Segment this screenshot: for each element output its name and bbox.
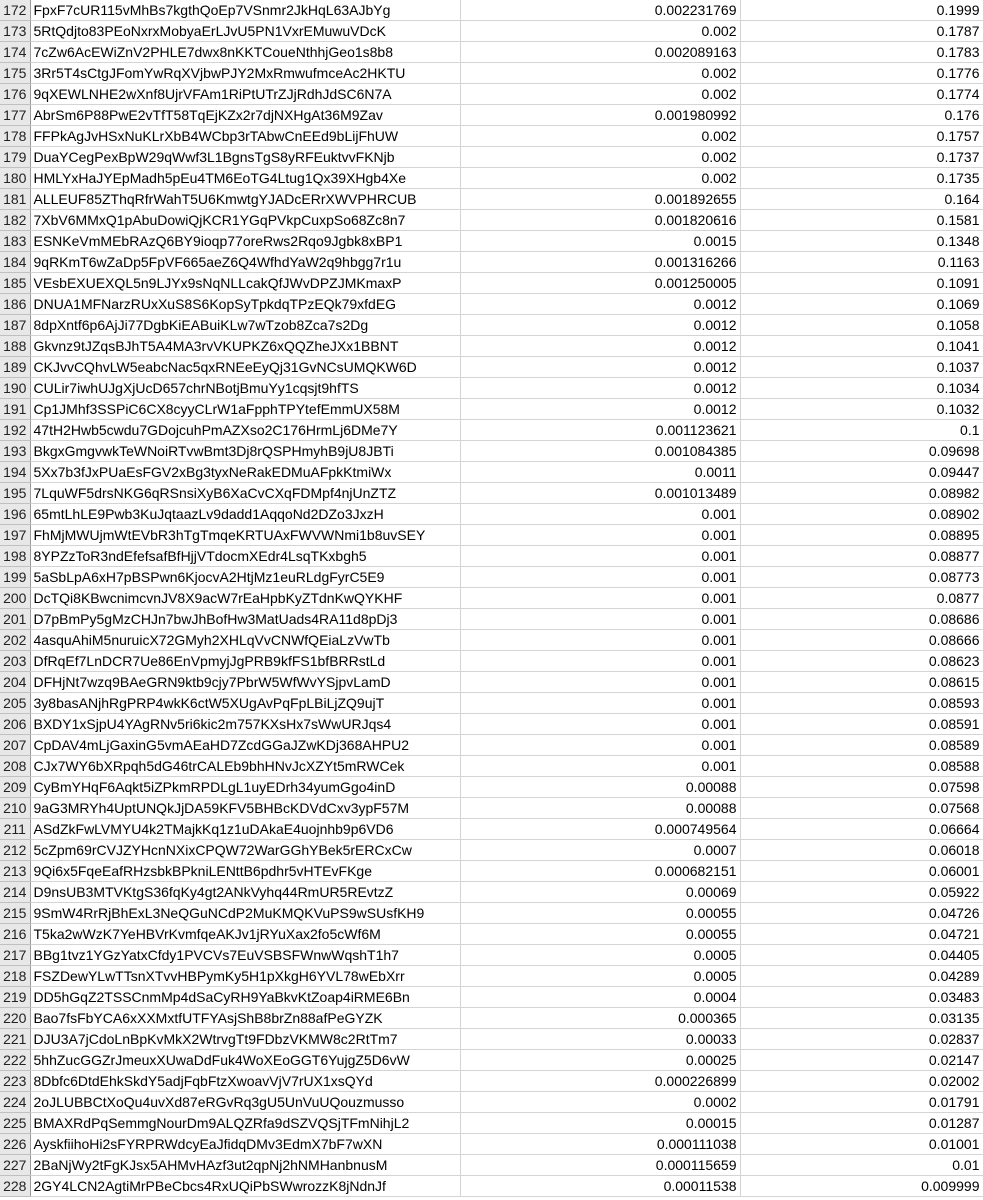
table-row[interactable] [0,0,983,21]
row-number-header[interactable]: 184 [0,252,30,273]
cell-share[interactable]: 0.1037 [740,357,983,378]
table-row[interactable] [0,147,983,168]
cell-amount[interactable]: 0.00055 [460,924,740,945]
row-number-header[interactable]: 181 [0,189,30,210]
cell-address[interactable]: DJU3A7jCdoLnBpKvMkX2WtrvgTt9FDbzVKMW8c2RtTm7 [30,1029,460,1050]
cell-amount[interactable]: 0.00088 [460,777,740,798]
cell-address[interactable]: AyskfiihoHi2sFYRPRWdcyEaJfidqDMv3EdmX7bF7wXN [30,1134,460,1155]
cell-address[interactable]: BXDY1xSjpU4YAgRNv5ri6kic2m757KXsHx7sWwURJqs4 [30,714,460,735]
table-row[interactable] [0,168,983,189]
cell-address[interactable]: 5hhZucGGZrJmeuxXUwaDdFuk4WoXEoGGT6YujgZ5D6vW [30,1050,460,1071]
cell-share[interactable]: 0.1163 [740,252,983,273]
cell-address[interactable]: BkgxGmgvwkTeWNoiRTvwBmt3Dj8rQSPHmyhB9jU8JBTi [30,441,460,462]
cell-share[interactable]: 0.03483 [740,987,983,1008]
row-number-header[interactable]: 203 [0,651,30,672]
cell-address[interactable]: 8dpXntf6p6AjJi77DgbKiEABuiKLw7wTzob8Zca7s2Dg [30,315,460,336]
row-number-header[interactable]: 207 [0,735,30,756]
table-row[interactable] [0,840,983,861]
cell-address[interactable]: D9nsUB3MTVKtgS36fqKy4gt2ANkVyhq44RmUR5REvtzZ [30,882,460,903]
table-row[interactable] [0,126,983,147]
cell-address[interactable]: CULir7iwhUJgXjUcD657chrNBotjBmuYy1cqsjt9hfTS [30,378,460,399]
cell-address[interactable]: 5cZpm69rCVJZYHcnNXixCPQW72WarGGhYBek5rERCxCw [30,840,460,861]
row-number-header[interactable]: 218 [0,966,30,987]
table-row[interactable] [0,483,983,504]
row-number-header[interactable]: 187 [0,315,30,336]
table-row[interactable] [0,630,983,651]
cell-amount[interactable]: 0.000115659 [460,1155,740,1176]
row-number-header[interactable]: 179 [0,147,30,168]
cell-amount[interactable]: 0.0005 [460,966,740,987]
row-number-header[interactable]: 201 [0,609,30,630]
cell-address[interactable]: CpDAV4mLjGaxinG5vmAEaHD7ZcdGGaJZwKDj368AHPU2 [30,735,460,756]
table-row[interactable] [0,672,983,693]
cell-share[interactable]: 0.1581 [740,210,983,231]
cell-address[interactable]: ASdZkFwLVMYU4k2TMajkKq1z1uDAkaE4uojnhb9p6VD6 [30,819,460,840]
cell-share[interactable]: 0.1041 [740,336,983,357]
row-number-header[interactable]: 176 [0,84,30,105]
cell-address[interactable]: 5Xx7b3fJxPUaEsFGV2xBg3tyxNeRakEDMuAFpkKtmiWx [30,462,460,483]
cell-amount[interactable]: 0.00015 [460,1113,740,1134]
cell-amount[interactable]: 0.00033 [460,1029,740,1050]
cell-address[interactable]: 7LquWF5drsNKG6qRSnsiXyB6XaCvCXqFDMpf4njUnZTZ [30,483,460,504]
row-number-header[interactable]: 185 [0,273,30,294]
table-row[interactable] [0,336,983,357]
row-number-header[interactable]: 186 [0,294,30,315]
table-row[interactable] [0,714,983,735]
cell-address[interactable]: 2BaNjWy2tFgKJsx5AHMvHAzf3ut2qpNj2hNMHanbnusM [30,1155,460,1176]
cell-amount[interactable]: 0.001 [460,546,740,567]
table-row[interactable] [0,420,983,441]
cell-share[interactable]: 0.1069 [740,294,983,315]
cell-address[interactable]: Bao7fsFbYCA6xXXMxtfUTFYAsjShB8brZn88afPeGYZK [30,1008,460,1029]
cell-address[interactable]: CyBmYHqF6Aqkt5iZPkmRPDLgL1uyEDrh34yumGgo4inD [30,777,460,798]
cell-share[interactable]: 0.1034 [740,378,983,399]
cell-amount[interactable]: 0.001 [460,588,740,609]
cell-address[interactable]: HMLYxHaJYEpMadh5pEu4TM6EoTG4Ltug1Qx39XHgb4Xe [30,168,460,189]
cell-amount[interactable]: 0.001 [460,714,740,735]
table-row[interactable] [0,1008,983,1029]
table-row[interactable] [0,462,983,483]
cell-amount[interactable]: 0.000226899 [460,1071,740,1092]
cell-amount[interactable]: 0.001 [460,735,740,756]
row-number-header[interactable]: 192 [0,420,30,441]
cell-address[interactable]: 65mtLhLE9Pwb3KuJqtaazLv9dadd1AqqoNd2DZo3JxzH [30,504,460,525]
cell-share[interactable]: 0.03135 [740,1008,983,1029]
table-row[interactable] [0,1092,983,1113]
cell-address[interactable]: 9SmW4RrRjBhExL3NeQGuNCdP2MuKMQKVuPS9wSUsfKH9 [30,903,460,924]
table-row[interactable] [0,882,983,903]
cell-amount[interactable]: 0.001 [460,672,740,693]
cell-share[interactable]: 0.08902 [740,504,983,525]
table-row[interactable] [0,357,983,378]
table-row[interactable] [0,945,983,966]
cell-address[interactable]: 2GY4LCN2AgtiMrPBeCbcs4RxUQiPbSWwrozzK8jNdnJf [30,1176,460,1197]
row-number-header[interactable]: 209 [0,777,30,798]
cell-amount[interactable]: 0.0012 [460,294,740,315]
cell-share[interactable]: 0.009999 [740,1176,983,1197]
cell-share[interactable]: 0.02002 [740,1071,983,1092]
cell-amount[interactable]: 0.00055 [460,903,740,924]
cell-share[interactable]: 0.06001 [740,861,983,882]
table-row[interactable] [0,315,983,336]
table-row[interactable] [0,903,983,924]
table-row[interactable] [0,861,983,882]
cell-address[interactable]: DcTQi8KBwcnimcvnJV8X9acW7rEaHpbKyZTdnKwQYKHF [30,588,460,609]
cell-address[interactable]: 47tH2Hwb5cwdu7GDojcuhPmAZXso2C176HrmLj6DMe7Y [30,420,460,441]
row-number-header[interactable]: 183 [0,231,30,252]
row-number-header[interactable]: 210 [0,798,30,819]
cell-amount[interactable]: 0.0015 [460,231,740,252]
cell-share[interactable]: 0.176 [740,105,983,126]
row-number-header[interactable]: 175 [0,63,30,84]
row-number-header[interactable]: 193 [0,441,30,462]
cell-address[interactable]: AbrSm6P88PwE2vTfT58TqEjKZx2r7djNXHgAt36M9Zav [30,105,460,126]
row-number-header[interactable]: 196 [0,504,30,525]
table-row[interactable] [0,1113,983,1134]
cell-address[interactable]: ESNKeVmMEbRAzQ6BY9ioqp77oreRws2Rqo9Jgbk8xBP1 [30,231,460,252]
cell-share[interactable]: 0.1 [740,420,983,441]
row-number-header[interactable]: 206 [0,714,30,735]
cell-amount[interactable]: 0.002 [460,63,740,84]
row-number-header[interactable]: 200 [0,588,30,609]
row-number-header[interactable]: 211 [0,819,30,840]
table-row[interactable] [0,399,983,420]
row-number-header[interactable]: 225 [0,1113,30,1134]
table-row[interactable] [0,42,983,63]
table-row[interactable] [0,588,983,609]
cell-amount[interactable]: 0.00088 [460,798,740,819]
row-number-header[interactable]: 182 [0,210,30,231]
table-row[interactable] [0,378,983,399]
cell-address[interactable]: 9aG3MRYh4UptUNQkJjDA59KFV5BHBcKDVdCxv3ypF57M [30,798,460,819]
row-number-header[interactable]: 198 [0,546,30,567]
row-number-header[interactable]: 195 [0,483,30,504]
cell-amount[interactable]: 0.00069 [460,882,740,903]
table-row[interactable] [0,273,983,294]
cell-address[interactable]: FpxF7cUR115vMhBs7kgthQoEp7VSnmr2JkHqL63AJbYg [30,0,460,21]
row-number-header[interactable]: 190 [0,378,30,399]
cell-address[interactable]: BMAXRdPqSemmgNourDm9ALQZRfa9dSZVQSjTFmNihjL2 [30,1113,460,1134]
row-number-header[interactable]: 226 [0,1134,30,1155]
cell-share[interactable]: 0.08773 [740,567,983,588]
cell-address[interactable]: 9Qi6x5FqeEafRHzsbkBPkniLENttB6pdhr5vHTEvFKge [30,861,460,882]
table-row[interactable] [0,504,983,525]
table-row[interactable] [0,63,983,84]
row-number-header[interactable]: 219 [0,987,30,1008]
row-number-header[interactable]: 189 [0,357,30,378]
row-number-header[interactable]: 213 [0,861,30,882]
cell-amount[interactable]: 0.002 [460,147,740,168]
cell-share[interactable]: 0.07568 [740,798,983,819]
table-row[interactable] [0,105,983,126]
cell-share[interactable]: 0.1735 [740,168,983,189]
cell-share[interactable]: 0.1774 [740,84,983,105]
row-number-header[interactable]: 199 [0,567,30,588]
cell-address[interactable]: 5aSbLpA6xH7pBSPwn6KjocvA2HtjMz1euRLdgFyrC5E9 [30,567,460,588]
cell-share[interactable]: 0.01287 [740,1113,983,1134]
cell-amount[interactable]: 0.001 [460,504,740,525]
table-row[interactable] [0,210,983,231]
row-number-header[interactable]: 228 [0,1176,30,1197]
cell-share[interactable]: 0.08588 [740,756,983,777]
cell-address[interactable]: Cp1JMhf3SSPiC6CX8cyyCLrW1aFpphTPYtefEmmUX58M [30,399,460,420]
cell-amount[interactable]: 0.001980992 [460,105,740,126]
cell-amount[interactable]: 0.0011 [460,462,740,483]
cell-amount[interactable]: 0.001 [460,609,740,630]
cell-amount[interactable]: 0.002 [460,84,740,105]
cell-share[interactable]: 0.164 [740,189,983,210]
cell-address[interactable]: FSZDewYLwTTsnXTvvHBPymKy5H1pXkgH6YVL78wEbXrr [30,966,460,987]
cell-share[interactable]: 0.08623 [740,651,983,672]
cell-amount[interactable]: 0.002 [460,21,740,42]
table-row[interactable] [0,777,983,798]
cell-share[interactable]: 0.08591 [740,714,983,735]
cell-amount[interactable]: 0.0012 [460,357,740,378]
cell-address[interactable]: Gkvnz9tJZqsBJhT5A4MA3rvVKUPKZ6xQQZheJXx1BBNT [30,336,460,357]
row-number-header[interactable]: 204 [0,672,30,693]
table-row[interactable] [0,189,983,210]
cell-amount[interactable]: 0.002089163 [460,42,740,63]
cell-address[interactable]: 7XbV6MMxQ1pAbuDowiQjKCR1YGqPVkpCuxpSo68Zc8n7 [30,210,460,231]
cell-share[interactable]: 0.09447 [740,462,983,483]
cell-amount[interactable]: 0.002231769 [460,0,740,21]
row-number-header[interactable]: 223 [0,1071,30,1092]
row-number-header[interactable]: 194 [0,462,30,483]
cell-share[interactable]: 0.08589 [740,735,983,756]
cell-share[interactable]: 0.08686 [740,609,983,630]
cell-share[interactable]: 0.08615 [740,672,983,693]
row-number-header[interactable]: 180 [0,168,30,189]
cell-address[interactable]: 7cZw6AcEWiZnV2PHLE7dwx8nKKTCoueNthhjGeo1s8b8 [30,42,460,63]
table-row[interactable] [0,798,983,819]
row-number-header[interactable]: 224 [0,1092,30,1113]
cell-address[interactable]: 3Rr5T4sCtgJFomYwRqXVjbwPJY2MxRmwufmceAc2HKTU [30,63,460,84]
table-row[interactable] [0,231,983,252]
cell-amount[interactable]: 0.0012 [460,399,740,420]
cell-share[interactable]: 0.04405 [740,945,983,966]
row-number-header[interactable]: 220 [0,1008,30,1029]
cell-address[interactable]: VEsbEXUEXQL5n9LJYx9sNqNLLcakQfJWvDPZJMKmaxP [30,273,460,294]
cell-share[interactable]: 0.04721 [740,924,983,945]
cell-amount[interactable]: 0.000365 [460,1008,740,1029]
row-number-header[interactable]: 178 [0,126,30,147]
row-number-header[interactable]: 188 [0,336,30,357]
cell-address[interactable]: FhMjMWUjmWtEVbR3hTgTmqeKRTUAxFWVWNmi1b8uvSEY [30,525,460,546]
cell-share[interactable]: 0.08666 [740,630,983,651]
cell-amount[interactable]: 0.001084385 [460,441,740,462]
cell-address[interactable]: 8YPZzToR3ndEfefsafBfHjjVTdocmXEdr4LsqTKxbgh5 [30,546,460,567]
table-row[interactable] [0,252,983,273]
row-number-header[interactable]: 227 [0,1155,30,1176]
cell-amount[interactable]: 0.001123621 [460,420,740,441]
cell-share[interactable]: 0.01791 [740,1092,983,1113]
cell-share[interactable]: 0.02837 [740,1029,983,1050]
table-row[interactable] [0,525,983,546]
cell-address[interactable]: CJx7WY6bXRpqh5dG46trCALEb9bhHNvJcXZYt5mRWCek [30,756,460,777]
cell-amount[interactable]: 0.000682151 [460,861,740,882]
cell-address[interactable]: ALLEUF85ZThqRfrWahT5U6KmwtgYJADcERrXWVPHRCUB [30,189,460,210]
table-row[interactable] [0,567,983,588]
cell-share[interactable]: 0.1999 [740,0,983,21]
cell-share[interactable]: 0.08877 [740,546,983,567]
cell-amount[interactable]: 0.0004 [460,987,740,1008]
row-number-header[interactable]: 191 [0,399,30,420]
cell-share[interactable]: 0.1032 [740,399,983,420]
cell-amount[interactable]: 0.0002 [460,1092,740,1113]
cell-address[interactable]: DD5hGqZ2TSSCnmMp4dSaCyRH9YaBkvKtZoap4iRME6Bn [30,987,460,1008]
table-row[interactable] [0,1071,983,1092]
cell-address[interactable]: CKJvvCQhvLW5eabcNac5qxRNEeEyQj31GvNCsUMQKW6D [30,357,460,378]
cell-share[interactable]: 0.1783 [740,42,983,63]
cell-amount[interactable]: 0.001 [460,693,740,714]
table-row[interactable] [0,294,983,315]
cell-amount[interactable]: 0.001316266 [460,252,740,273]
table-row[interactable] [0,735,983,756]
cell-amount[interactable]: 0.001 [460,567,740,588]
cell-share[interactable]: 0.1787 [740,21,983,42]
cell-address[interactable]: T5ka2wWzK7YeHBVrKvmfqeAKJv1jRYuXax2fo5cWf6M [30,924,460,945]
cell-address[interactable]: BBg1tvz1YGzYatxCfdy1PVCVs7EuVSBSFWnwWqshT1h7 [30,945,460,966]
cell-amount[interactable]: 0.00011538 [460,1176,740,1197]
table-row[interactable] [0,84,983,105]
table-row[interactable] [0,756,983,777]
table-row[interactable] [0,819,983,840]
table-row[interactable] [0,1029,983,1050]
cell-address[interactable]: D7pBmPy5gMzCHJn7bwJhBofHw3MatUads4RA11d8pDj3 [30,609,460,630]
cell-address[interactable]: 4asquAhiM5nuruicX72GMyh2XHLqVvCNWfQEiaLzVwTb [30,630,460,651]
cell-amount[interactable]: 0.001 [460,630,740,651]
cell-amount[interactable]: 0.0005 [460,945,740,966]
cell-amount[interactable]: 0.000111038 [460,1134,740,1155]
table-row[interactable] [0,441,983,462]
cell-amount[interactable]: 0.0007 [460,840,740,861]
cell-amount[interactable]: 0.002 [460,126,740,147]
row-number-header[interactable]: 205 [0,693,30,714]
cell-share[interactable]: 0.07598 [740,777,983,798]
cell-address[interactable]: 8Dbfc6DtdEhkSkdY5adjFqbFtzXwoavVjV7rUX1xsQYd [30,1071,460,1092]
cell-share[interactable]: 0.1058 [740,315,983,336]
table-row[interactable] [0,966,983,987]
cell-share[interactable]: 0.1757 [740,126,983,147]
cell-amount[interactable]: 0.001820616 [460,210,740,231]
row-number-header[interactable]: 217 [0,945,30,966]
cell-amount[interactable]: 0.001 [460,525,740,546]
cell-amount[interactable]: 0.001892655 [460,189,740,210]
cell-share[interactable]: 0.1091 [740,273,983,294]
cell-address[interactable]: DuaYCegPexBpW29qWwf3L1BgnsTgS8yRFEuktvvFKNjb [30,147,460,168]
cell-address[interactable]: 3y8basANjhRgPRP4wkK6ctW5XUgAvPqFpLBiLjZQ9ujT [30,693,460,714]
cell-share[interactable]: 0.08593 [740,693,983,714]
row-number-header[interactable]: 214 [0,882,30,903]
cell-amount[interactable]: 0.000749564 [460,819,740,840]
row-number-header[interactable]: 173 [0,21,30,42]
cell-amount[interactable]: 0.001 [460,651,740,672]
row-number-header[interactable]: 174 [0,42,30,63]
cell-amount[interactable]: 0.002 [460,168,740,189]
row-number-header[interactable]: 202 [0,630,30,651]
cell-share[interactable]: 0.06018 [740,840,983,861]
cell-address[interactable]: DfRqEf7LnDCR7Ue86EnVpmyjJgPRB9kfFS1bfBRRstLd [30,651,460,672]
table-row[interactable] [0,21,983,42]
cell-share[interactable]: 0.04289 [740,966,983,987]
row-number-header[interactable]: 208 [0,756,30,777]
cell-amount[interactable]: 0.001250005 [460,273,740,294]
cell-amount[interactable]: 0.0012 [460,315,740,336]
table-row[interactable] [0,1134,983,1155]
row-number-header[interactable]: 221 [0,1029,30,1050]
cell-share[interactable]: 0.0877 [740,588,983,609]
table-row[interactable] [0,693,983,714]
cell-share[interactable]: 0.08982 [740,483,983,504]
cell-share[interactable]: 0.05922 [740,882,983,903]
row-number-header[interactable]: 197 [0,525,30,546]
row-number-header[interactable]: 222 [0,1050,30,1071]
cell-share[interactable]: 0.09698 [740,441,983,462]
cell-amount[interactable]: 0.00025 [460,1050,740,1071]
row-number-header[interactable]: 177 [0,105,30,126]
table-row[interactable] [0,651,983,672]
cell-share[interactable]: 0.04726 [740,903,983,924]
cell-amount[interactable]: 0.001 [460,756,740,777]
cell-address[interactable]: 9qRKmT6wZaDp5FpVF665aeZ6Q4WfhdYaW2q9hbgg7r1u [30,252,460,273]
table-row[interactable] [0,1176,983,1197]
cell-share[interactable]: 0.1737 [740,147,983,168]
cell-address[interactable]: FFPkAgJvHSxNuKLrXbB4WCbp3rTAbwCnEEd9bLijFhUW [30,126,460,147]
table-row[interactable] [0,1050,983,1071]
table-row[interactable] [0,987,983,1008]
cell-address[interactable]: 9qXEWLNHE2wXnf8UjrVFAm1RiPtUTrZJjRdhJdSC6N7A [30,84,460,105]
table-row[interactable] [0,1155,983,1176]
cell-address[interactable]: 5RtQdjto83PEoNxrxMobyaErLJvU5PN1VxrEMuwuVDcK [30,21,460,42]
cell-share[interactable]: 0.02147 [740,1050,983,1071]
row-number-header[interactable]: 172 [0,0,30,21]
cell-amount[interactable]: 0.001013489 [460,483,740,504]
cell-amount[interactable]: 0.0012 [460,336,740,357]
cell-address[interactable]: DFHjNt7wzq9BAeGRN9ktb9cjy7PbrW5WfWvYSjpvLamD [30,672,460,693]
cell-share[interactable]: 0.1776 [740,63,983,84]
cell-share[interactable]: 0.01 [740,1155,983,1176]
cell-address[interactable]: DNUA1MFNarzRUxXuS8S6KopSyTpkdqTPzEQk79xfdEG [30,294,460,315]
row-number-header[interactable]: 212 [0,840,30,861]
row-number-header[interactable]: 215 [0,903,30,924]
cell-share[interactable]: 0.1348 [740,231,983,252]
table-row[interactable] [0,924,983,945]
table-row[interactable] [0,609,983,630]
cell-share[interactable]: 0.01001 [740,1134,983,1155]
cell-share[interactable]: 0.06664 [740,819,983,840]
row-number-header[interactable]: 216 [0,924,30,945]
cell-share[interactable]: 0.08895 [740,525,983,546]
cell-address[interactable]: 2oJLUBBCtXoQu4uvXd87eRGvRq3gU5UnVuUQouzmusso [30,1092,460,1113]
table-row[interactable] [0,546,983,567]
cell-amount[interactable]: 0.0012 [460,378,740,399]
